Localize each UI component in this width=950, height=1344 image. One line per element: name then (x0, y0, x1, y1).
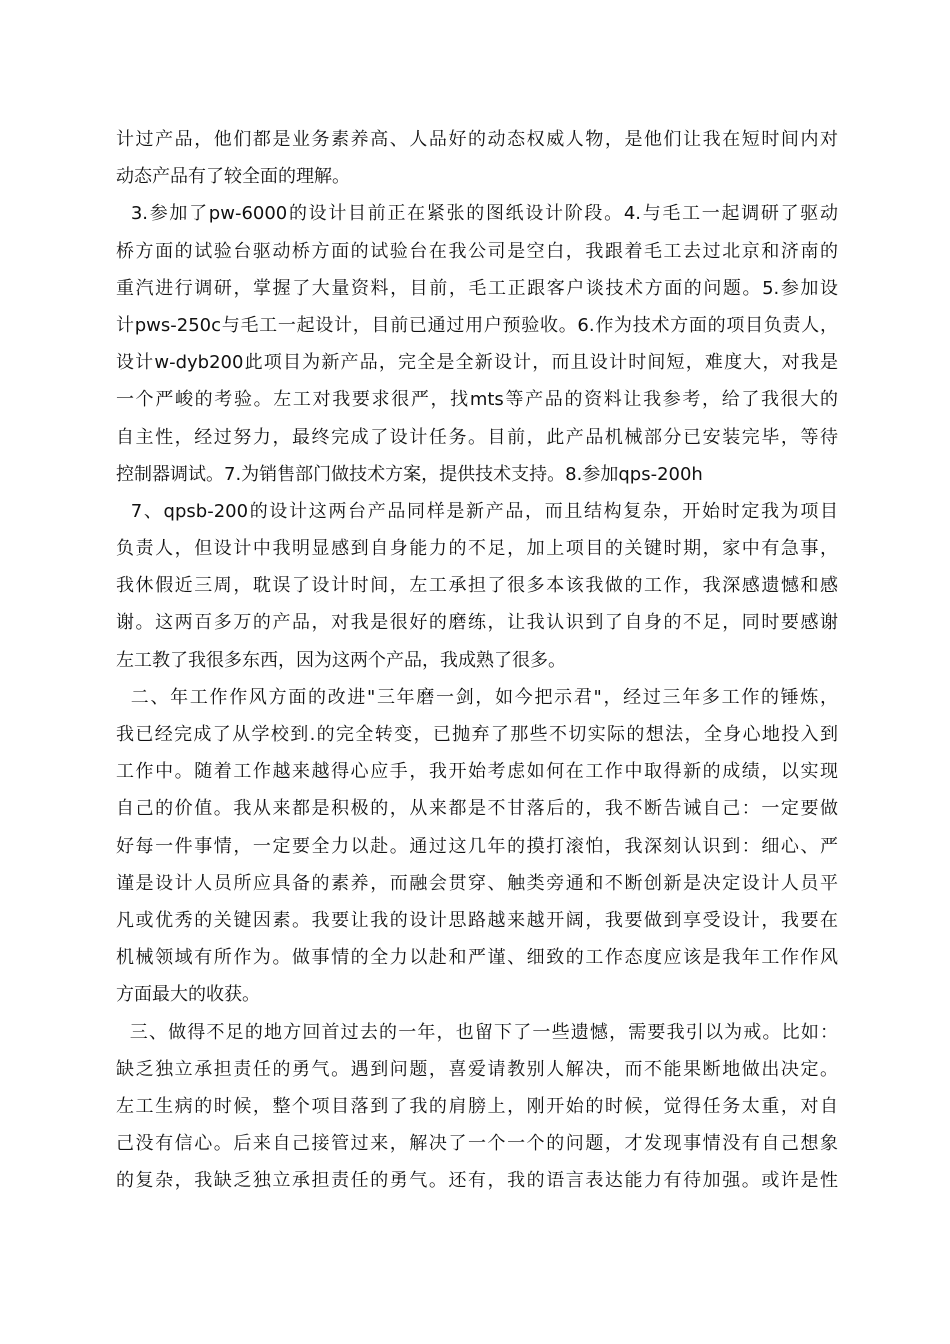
text-line: 好每一件事情，一定要全力以赴。通过这几年的摸打滚怕，我深刻认识到：细心、严 (116, 835, 838, 857)
text-line: 方面最大的收获。 (116, 984, 260, 1006)
text-line: 谨是设计人员所应具备的素养，而融会贯穿、触类旁通和不断创新是决定设计人员平 (116, 872, 838, 894)
text-line: 3.参加了pw-6000的设计目前正在紧张的图纸设计阶段。4.与毛工一起调研了驱动 (116, 203, 838, 225)
text-line: 工作中。随着工作越来越得心应手，我开始考虑如何在工作中取得新的成绩，以实现 (116, 761, 838, 783)
text-line: 己没有信心。后来自己接管过来，解决了一个一个的问题，才发现事情没有自己想象 (116, 1133, 838, 1155)
document-body (116, 121, 838, 1199)
text-line: 自主性，经过努力，最终完成了设计任务。目前，此产品机械部分已安装完毕，等待 (116, 426, 838, 448)
text-line: 二、年工作作风方面的改进"三年磨一剑，如今把示君"，经过三年多工作的锤炼， (116, 686, 838, 708)
text-line: 机械领域有所作为。做事情的全力以赴和严谨、细致的工作态度应该是我年工作作风 (116, 947, 838, 969)
text-line: 计pws-250c与毛工一起设计，目前已通过用户预验收。6.作为技术方面的项目负责人， (116, 314, 838, 336)
text-line: 控制器调试。7.为销售部门做技术方案，提供技术支持。8.参加qps-200h (116, 463, 703, 485)
text-line: 自己的价值。我从来都是积极的，从来都是不甘落后的，我不断告诫自己：一定要做 (116, 798, 838, 820)
text-line: 一个严峻的考验。左工对我要求很严，找mts等产品的资料让我参考，给了我很大的 (116, 389, 838, 411)
text-line: 我已经完成了从学校到.的完全转变，已抛弃了那些不切实际的想法，全身心地投入到 (116, 724, 838, 745)
text-line: 重汽进行调研，掌握了大量资料，目前，毛工正跟客户谈技术方面的问题。5.参加设 (116, 277, 838, 299)
text-line: 缺乏独立承担责任的勇气。遇到问题，喜爱请教别人解决，而不能果断地做出决定。 (116, 1058, 838, 1080)
text-line: 7、qpsb-200的设计这两台产品同样是新产品，而且结构复杂，开始时定我为项目 (116, 500, 838, 522)
text-line: 三、做得不足的地方回首过去的一年，也留下了一些遗憾，需要我引以为戒。比如： (116, 1021, 838, 1043)
text-line: 凡或优秀的关键因素。我要让我的设计思路越来越开阔，我要做到享受设计，我要在 (116, 909, 838, 931)
text-line: 我休假近三周，耽误了设计时间，左工承担了很多本该我做的工作，我深感遗憾和感 (116, 575, 838, 597)
text-line: 左工生病的时候，整个项目落到了我的肩膀上，刚开始的时候，觉得任务太重，对自 (116, 1095, 838, 1117)
text-line: 左工教了我很多东西，因为这两个产品，我成熟了很多。 (116, 649, 566, 671)
text-line: 动态产品有了较全面的理解。 (116, 166, 350, 188)
text-line: 的复杂，我缺乏独立承担责任的勇气。还有，我的语言表达能力有待加强。或许是性 (116, 1170, 838, 1192)
text-line: 设计w-dyb200此项目为新产品，完全是全新设计，而且设计时间短，难度大，对我是 (116, 352, 838, 374)
text-line: 负责人，但设计中我明显感到自身能力的不足，加上项目的关键时期，家中有急事， (116, 538, 838, 560)
text-line: 计过产品，他们都是业务素养高、人品好的动态权威人物，是他们让我在短时间内对 (116, 129, 838, 150)
text-line: 桥方面的试验台驱动桥方面的试验台在我公司是空白，我跟着毛工去过北京和济南的 (116, 240, 838, 262)
text-line: 谢。这两百多万的产品，对我是很好的磨练，让我认识到了自身的不足，同时要感谢 (116, 612, 838, 634)
